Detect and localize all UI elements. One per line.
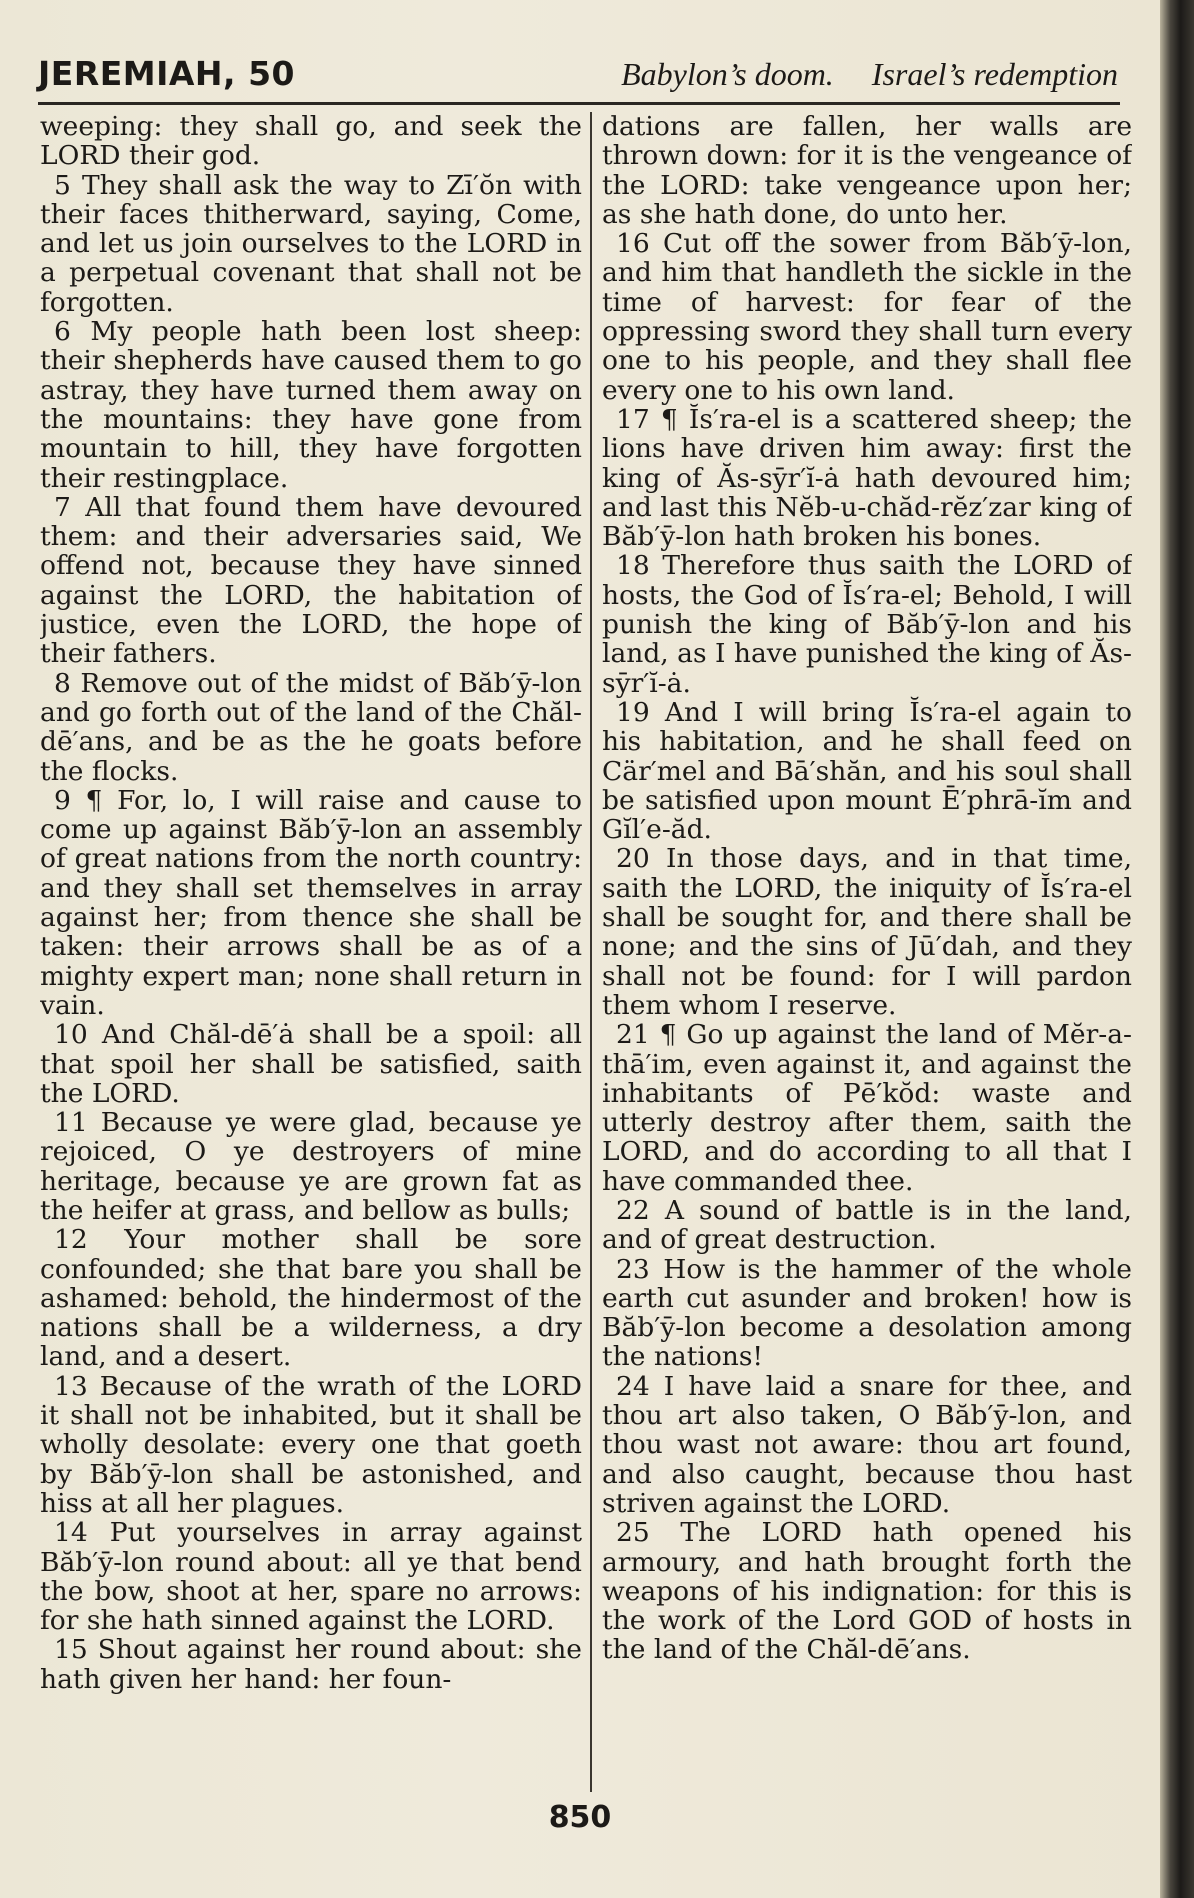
verse-number: 25 <box>616 1517 650 1549</box>
topic-heading <box>621 56 1118 93</box>
verse-number: 11 <box>54 1107 88 1139</box>
verse-text: Shout against her round about: she hath given her hand: her foun- <box>40 1634 582 1695</box>
verse-number: 15 <box>54 1634 88 1666</box>
verse <box>602 1196 1132 1255</box>
verse-number: 22 <box>616 1194 650 1226</box>
book-gutter-edge <box>1160 0 1194 1898</box>
verse-number: 18 <box>616 550 650 582</box>
verse <box>602 1372 1132 1518</box>
verse <box>602 112 1132 229</box>
verse-text: weeping: they shall go, and seek the LORD their god. <box>40 112 582 172</box>
verse-number: 14 <box>54 1517 88 1549</box>
right-column <box>602 112 1132 1792</box>
verse <box>602 698 1132 844</box>
verse-text: Remove out of the midst of Băb′ȳ-lon and go forth out of the land of the Chăl-dē′ans, and be as the he goats before the flocks. <box>40 667 582 787</box>
verse-number: 8 <box>54 667 71 699</box>
verse-text: Go up against the land of Mĕr-a-thā′im, even against it, and against the inhabitants of Pē′kŏd: waste and utterly destroy after them, saith the LORD, and do according to all that I have commanded thee. <box>602 1019 1132 1197</box>
verse-text: Your mother shall be sore confounded; she that bare you shall be ashamed: behold, the hindermost of the nations shall be a wilderness, a dry land, and a desert. <box>40 1224 582 1373</box>
verse-number: 6 <box>54 316 71 348</box>
verse-number: 12 <box>54 1224 88 1256</box>
verse <box>40 1518 582 1635</box>
verse-text: How is the hammer of the whole earth cut asunder and broken! how is Băb′ȳ-lon become a desolation among the nations! <box>602 1253 1132 1373</box>
topic-heading-2: Israel’s redemption <box>871 56 1118 92</box>
verse-number: 13 <box>54 1370 88 1402</box>
verse-text: Cut off the sower from Băb′ȳ-lon, and him that handleth the sickle in the time of harvest: for fear of the oppressing sword they shall turn every one to his people, and they shall flee every one to his own land. <box>602 228 1132 406</box>
verse-text: And I will bring Ĭs′ra-el again to his habitation, and he shall feed on Cär′mel and Bā′shăn, and his soul shall be satisfied upon mount Ē′phrā-ĭm and Gĭl′e-ăd. <box>602 696 1132 846</box>
verse <box>602 1020 1132 1196</box>
book-chapter-heading: JEREMIAH, 50 <box>38 54 295 93</box>
verse <box>40 317 582 493</box>
verse-text: For, lo, I will raise and cause to come up against Băb′ȳ-lon an assembly of great nations from the north country: and they shall set themselves in array against her; from thence she shall be taken: their arrows shall be as of a mighty expert man; none shall return in vain. <box>40 784 582 1021</box>
verse-number: 24 <box>616 1370 650 1402</box>
verse <box>40 1108 582 1225</box>
verse-text: In those days, and in that time, saith the LORD, the iniquity of Ĭs′ra-el shall be sought for, and there shall be none; and the sins of Jū′dah, and they shall not be found: for I will pardon them whom I reserve. <box>602 843 1132 1021</box>
verse-number: 16 <box>616 228 650 260</box>
verse-text: And Chăl-dē′ȧ shall be a spoil: all that spoil her shall be satisfied, saith the LORD. <box>40 1019 582 1109</box>
verse <box>40 1225 582 1371</box>
verse-number: 5 <box>54 169 71 201</box>
verse-text: A sound of battle is in the land, and of great destruction. <box>602 1194 1132 1256</box>
verse-number: 7 <box>54 491 71 523</box>
verse-number: 9 ¶ <box>54 784 103 816</box>
verse-text: They shall ask the way to Zī′ŏn with their faces thitherward, saying, Come, and let us join ourselves to the LORD in a perpetual covenant that shall not be forgotten. <box>40 169 582 318</box>
verse <box>602 405 1132 551</box>
verse-text: Because ye were glad, because ye rejoiced, O ye destroyers of mine heritage, because ye are grown fat as the heifer at grass, and bellow as bulls; <box>40 1107 582 1226</box>
header-rule <box>38 102 1120 105</box>
verse <box>40 669 582 786</box>
verse <box>40 112 582 171</box>
verse <box>40 493 582 669</box>
verse-number: 17 ¶ <box>616 403 678 435</box>
verse <box>602 1518 1132 1664</box>
verse-text: dations are fallen, her walls are thrown down: for it is the vengeance of the LORD: take vengeance upon her; as she hath done, do unto her. <box>602 112 1132 230</box>
verse <box>602 551 1132 697</box>
verse-number: 21 ¶ <box>616 1019 677 1051</box>
running-header <box>38 54 1118 98</box>
verse-number: 19 <box>616 696 650 728</box>
verse-text: My people hath been lost sheep: their shepherds have caused them to go astray, they have turned them away on the mountains: they have gone from mountain to hill, they have forgotten their restingplace. <box>40 316 582 494</box>
verse-text: The LORD hath opened his armoury, and hath brought forth the weapons of his indignation: for this is the work of the Lord GOD of hosts in the land of the Chăl-dē′ans. <box>602 1517 1132 1666</box>
verse-number: 23 <box>616 1253 650 1285</box>
verse-number: 10 <box>54 1019 88 1051</box>
verse-text: All that found them have devoured them: and their adversaries said, We offend not, because they have sinned against the LORD, the habitation of justice, even the LORD, the hope of their fathers. <box>40 491 582 670</box>
verse-text: I have laid a snare for thee, and thou art also taken, O Băb′ȳ-lon, and thou wast not aware: thou art found, and also caught, because thou hast striven against the LORD. <box>602 1370 1132 1519</box>
verse <box>40 171 582 317</box>
verse <box>40 1635 582 1694</box>
verse-text: Ĭs′ra-el is a scattered sheep; the lions have driven him away: first the king of Ăs-sȳr′ĭ-ȧ hath devoured him; and last this Nĕb-u-chăd-rĕz′zar king of Băb′ȳ-lon hath broken his bones. <box>602 403 1132 553</box>
topic-heading-1: Babylon’s doom. <box>621 56 834 92</box>
page-number: 850 <box>548 1800 612 1835</box>
column-divider <box>590 112 592 1792</box>
verse <box>40 786 582 1020</box>
verse <box>40 1020 582 1108</box>
verse-text: Put yourselves in array against Băb′ȳ-lon round about: all ye that bend the bow, shoot at her, spare no arrows: for she hath sinned against the LORD. <box>40 1517 582 1637</box>
verse-text: Therefore thus saith the LORD of hosts, the God of Ĭs′ra-el; Behold, I will punish the king of Băb′ȳ-lon and his land, as I have punished the king of Ăs-sȳr′ĭ-ȧ. <box>602 550 1132 699</box>
left-column <box>40 112 582 1792</box>
verse-number: 20 <box>616 843 650 875</box>
verse-text: Because of the wrath of the LORD it shall not be inhabited, but it shall be wholly desolate: every one that goeth by Băb′ȳ-lon shall be astonished, and hiss at all her plagues. <box>40 1370 582 1519</box>
verse <box>602 844 1132 1020</box>
verse <box>602 1255 1132 1372</box>
verse <box>40 1372 582 1518</box>
verse <box>602 229 1132 405</box>
